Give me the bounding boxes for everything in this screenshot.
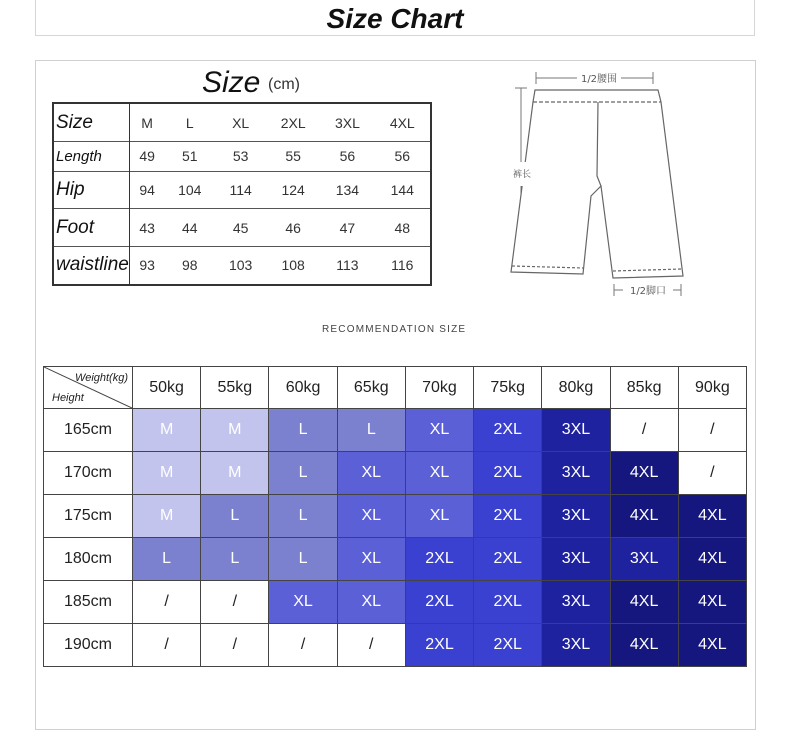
size-cell: / [269, 624, 337, 667]
weight-header: 75kg [474, 367, 542, 409]
size-cell: L [201, 538, 269, 581]
size-cell: 2XL [474, 624, 542, 667]
size-cell: 4XL [610, 624, 678, 667]
size-cell: 3XL [542, 409, 610, 452]
size-spec-cell: 51 [181, 148, 198, 165]
weight-header: 90kg [678, 367, 746, 409]
size-spec-row [53, 142, 431, 172]
size-cell: 3XL [542, 538, 610, 581]
size-cell: / [133, 581, 201, 624]
size-spec-cell: 44 [181, 219, 198, 236]
size-cell: L [269, 495, 337, 538]
height-label: 185cm [44, 581, 133, 624]
shorts-measurement-diagram [483, 66, 693, 302]
size-spec-cell: 56 [394, 148, 411, 165]
size-cell: 3XL [610, 538, 678, 581]
size-cell: XL [337, 452, 405, 495]
size-spec-cell: XL [232, 114, 250, 131]
size-spec-cell: 56 [339, 148, 356, 165]
size-spec-cell: 53 [232, 148, 249, 165]
size-cell: / [201, 581, 269, 624]
size-spec-cell: 103 [228, 257, 253, 274]
size-spec-row-label: Length [53, 142, 129, 172]
recommendation-table [43, 366, 747, 667]
size-spec-cell: 46 [285, 219, 301, 236]
hem-label: 1/2脚口 [629, 286, 667, 297]
weight-header: 80kg [542, 367, 610, 409]
size-spec-cell: 48 [394, 219, 411, 236]
size-cell: XL [405, 495, 473, 538]
size-cell: 4XL [678, 581, 746, 624]
size-spec-cell: 134 [335, 181, 360, 198]
size-cell: L [337, 409, 405, 452]
size-spec-cell: L [185, 114, 194, 131]
size-cell: / [678, 452, 746, 495]
weight-header: 85kg [610, 367, 678, 409]
waist-label: 1/2腰围 [580, 74, 618, 85]
size-cell: M [201, 452, 269, 495]
height-label: 180cm [44, 538, 133, 581]
size-cell: 4XL [678, 538, 746, 581]
size-cell: 4XL [678, 624, 746, 667]
size-cell: 3XL [542, 452, 610, 495]
size-cell: 2XL [474, 452, 542, 495]
height-label: 190cm [44, 624, 133, 667]
height-label: 170cm [44, 452, 133, 495]
size-cell: XL [269, 581, 337, 624]
size-spec-cell: 98 [181, 257, 198, 274]
size-spec-cell: 144 [390, 181, 414, 198]
recommendation-row [44, 452, 747, 495]
size-spec-row-label: Foot [53, 209, 129, 247]
size-spec-cell: 116 [391, 257, 414, 274]
weight-header: 50kg [133, 367, 201, 409]
size-spec-table [52, 102, 432, 286]
recommendation-row [44, 624, 747, 667]
size-cell: / [678, 409, 746, 452]
size-spec-cell: 45 [232, 219, 249, 236]
recommendation-title: RECOMMENDATION SIZE [322, 324, 467, 335]
size-cell: XL [337, 495, 405, 538]
size-cell: 2XL [405, 581, 473, 624]
size-spec-row [53, 171, 431, 209]
size-cell: L [269, 452, 337, 495]
size-cell: 4XL [678, 495, 746, 538]
shorts-icon [511, 90, 683, 278]
weight-header: 55kg [201, 367, 269, 409]
size-table-unit: (cm) [268, 76, 300, 93]
corner-weight-label: Weight(kg) [75, 372, 128, 384]
recommendation-row [44, 581, 747, 624]
size-cell: 2XL [474, 581, 542, 624]
size-spec-cell: 55 [285, 148, 301, 165]
height-label: 175cm [44, 495, 133, 538]
size-cell: / [201, 624, 269, 667]
size-spec-row [53, 103, 431, 142]
size-cell: 3XL [542, 624, 610, 667]
size-spec-cell: 49 [139, 148, 155, 165]
size-cell: L [133, 538, 201, 581]
size-spec-cell: 114 [229, 181, 252, 198]
size-cell: 2XL [405, 624, 473, 667]
size-cell: 2XL [474, 409, 542, 452]
size-spec-cell: 43 [139, 219, 155, 236]
weight-header: 60kg [269, 367, 337, 409]
size-cell: 4XL [610, 581, 678, 624]
size-cell: M [133, 452, 201, 495]
size-cell: 3XL [542, 581, 610, 624]
size-spec-row-label: Size [53, 103, 129, 142]
weight-header: 70kg [405, 367, 473, 409]
size-spec-row [53, 246, 431, 285]
corner-header [44, 367, 133, 409]
size-spec-cell: 113 [336, 257, 359, 274]
size-cell: XL [405, 452, 473, 495]
size-cell: M [201, 409, 269, 452]
size-cell: 2XL [474, 538, 542, 581]
recommendation-row [44, 495, 747, 538]
size-cell: 4XL [610, 452, 678, 495]
size-cell: L [269, 538, 337, 581]
recommendation-row [44, 538, 747, 581]
size-cell: XL [405, 409, 473, 452]
size-spec-cell: 4XL [389, 114, 415, 131]
size-table-title: Size [202, 66, 261, 99]
header-bar [35, 0, 755, 36]
size-cell: 2XL [474, 495, 542, 538]
size-cell: / [337, 624, 405, 667]
size-spec-cell: 3XL [334, 114, 360, 131]
size-cell: 2XL [405, 538, 473, 581]
size-cell: XL [337, 538, 405, 581]
page-title: Size Chart [326, 3, 464, 34]
size-cell: M [133, 409, 201, 452]
height-label: 165cm [44, 409, 133, 452]
size-cell: L [201, 495, 269, 538]
size-spec-cell: 108 [281, 257, 305, 274]
size-spec-cell: M [141, 114, 153, 131]
size-spec-row-label: Hip [53, 171, 129, 209]
size-spec-cell: 94 [139, 181, 155, 198]
length-label: 裤长 [513, 170, 532, 180]
weight-header: 65kg [337, 367, 405, 409]
size-cell: L [269, 409, 337, 452]
size-cell: / [610, 409, 678, 452]
size-cell: M [133, 495, 201, 538]
size-spec-row-label: waistline [53, 246, 129, 285]
size-spec-cell: 93 [139, 257, 155, 274]
size-spec-cell: 47 [339, 219, 356, 236]
size-cell: XL [337, 581, 405, 624]
size-spec-cell: 124 [281, 181, 305, 198]
size-spec-cell: 104 [178, 181, 202, 198]
size-spec-cell: 2XL [280, 114, 306, 131]
size-spec-row [53, 209, 431, 247]
corner-height-label: Height [52, 392, 84, 404]
size-cell: / [133, 624, 201, 667]
recommendation-row [44, 409, 747, 452]
size-cell: 3XL [542, 495, 610, 538]
size-cell: 4XL [610, 495, 678, 538]
